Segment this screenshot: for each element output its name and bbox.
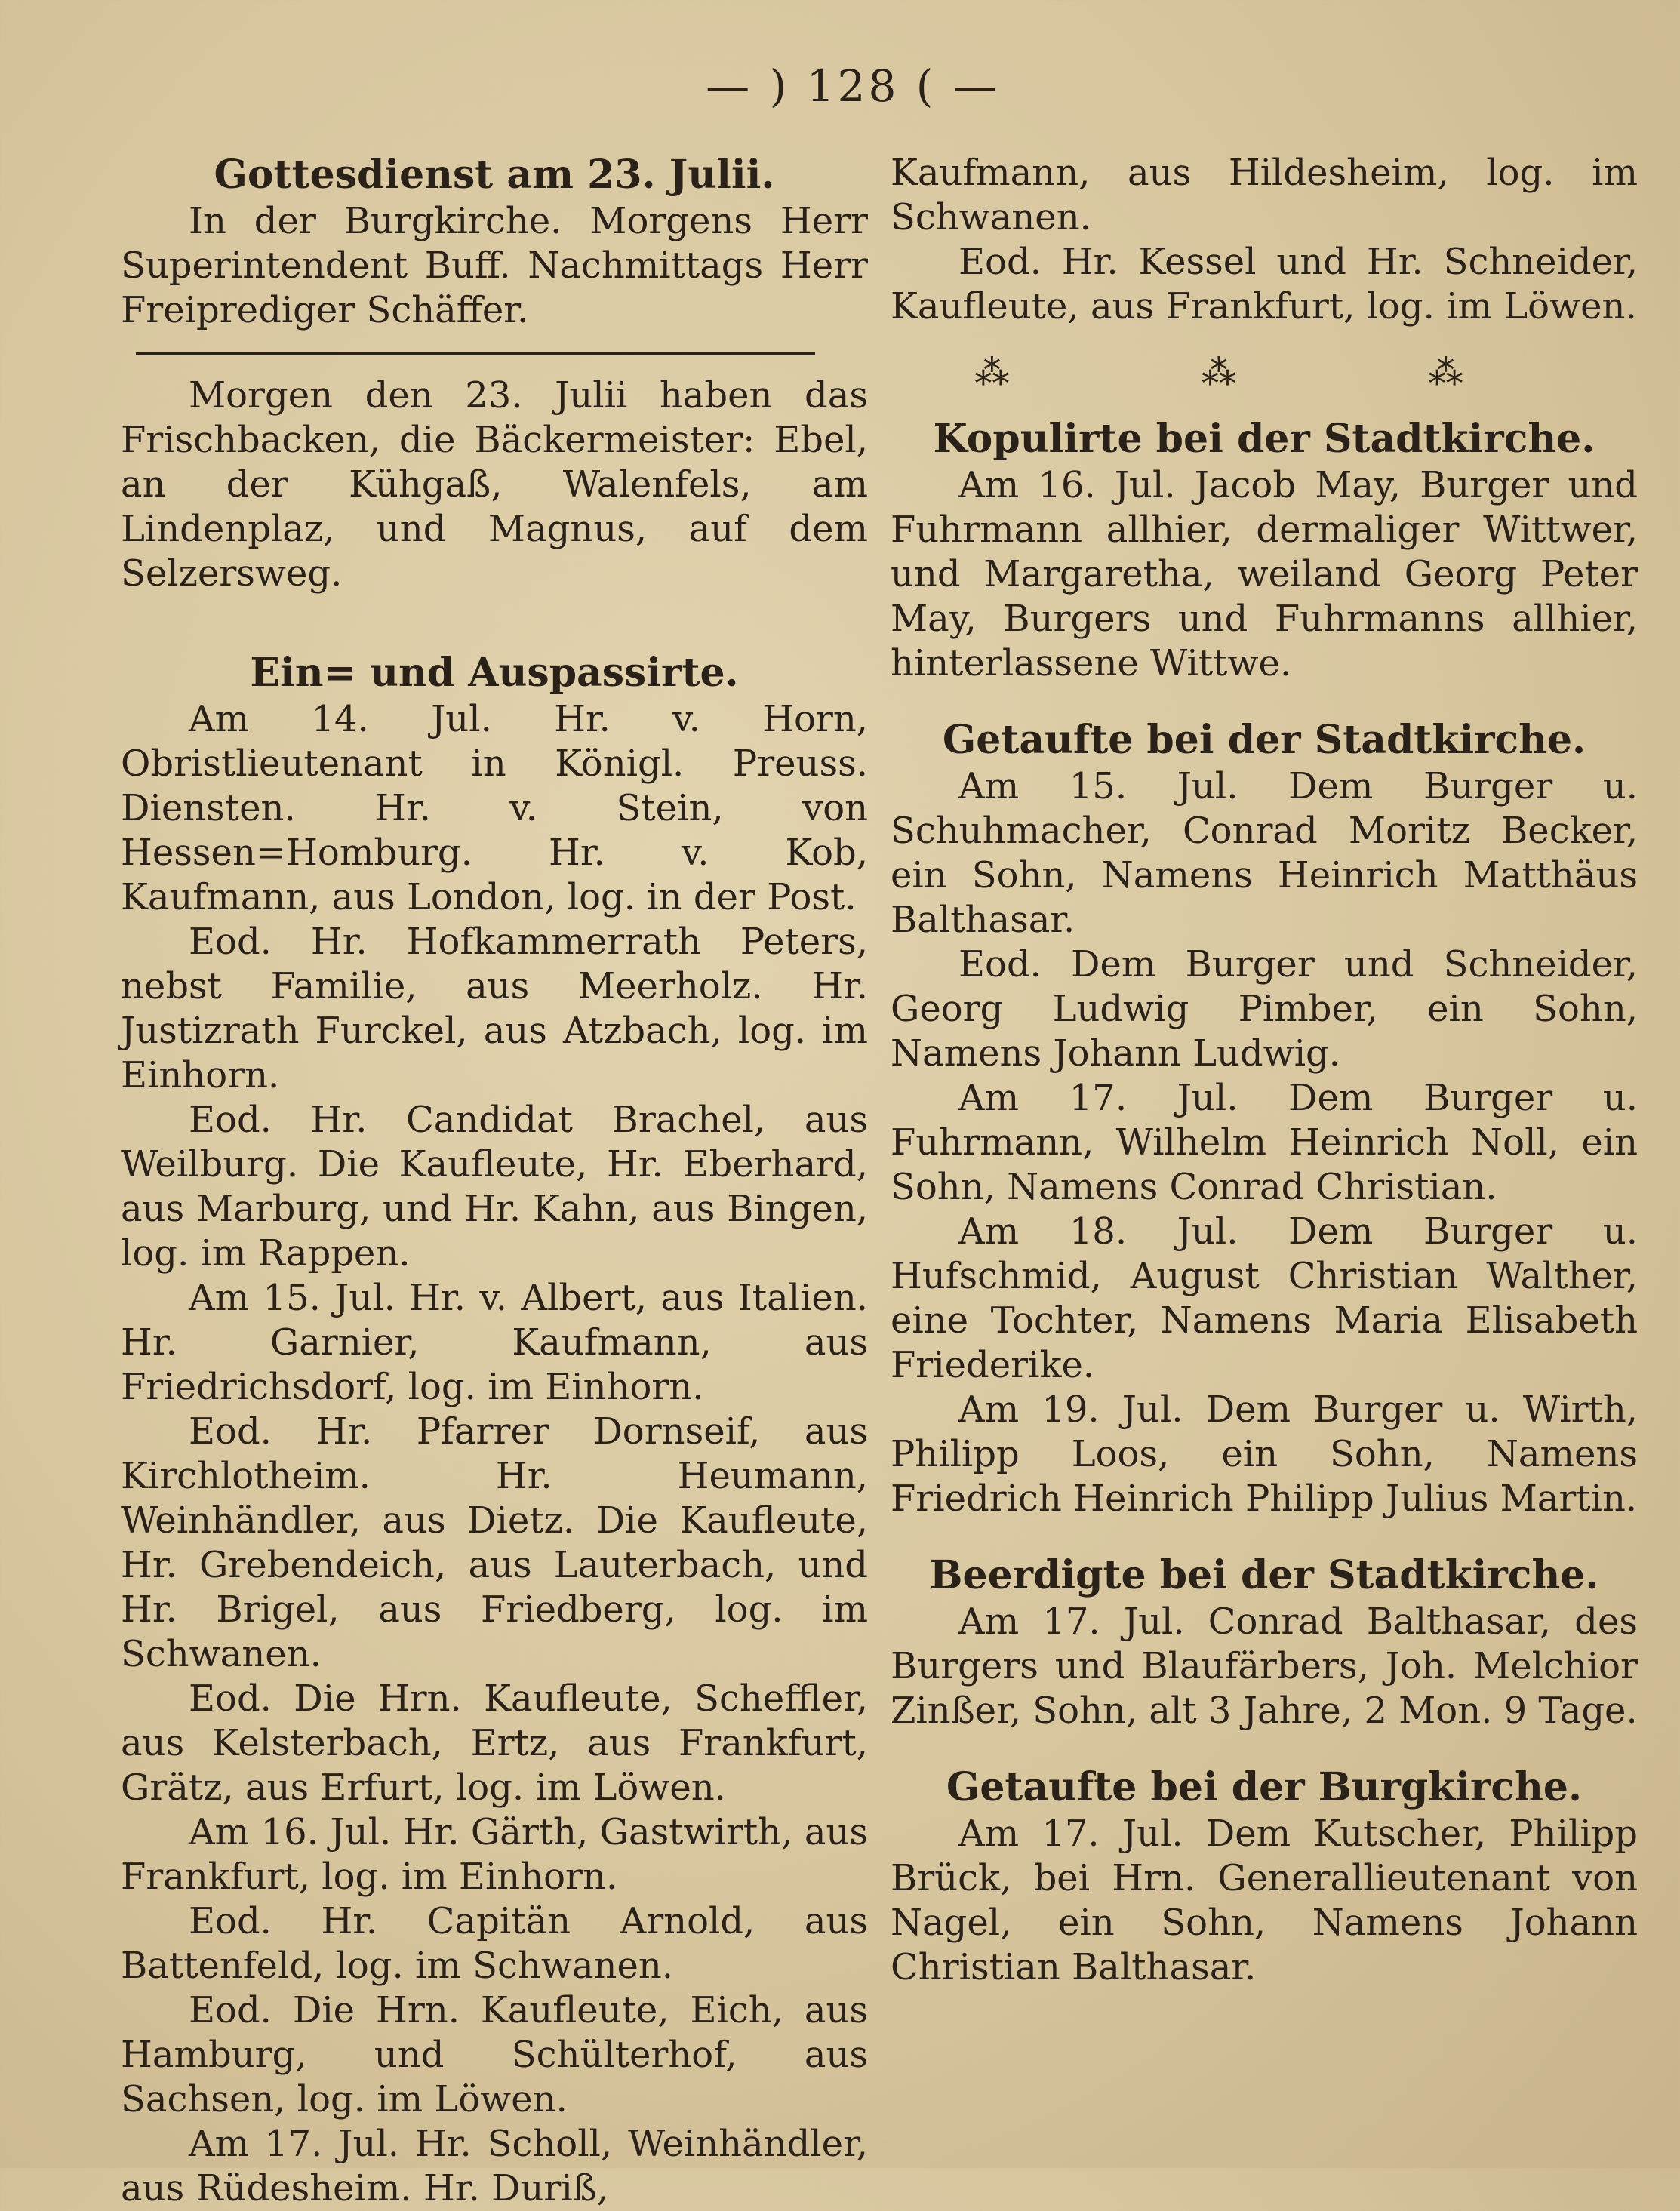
left-column — [121, 151, 868, 2211]
passirte-entry: Eod. Die Hrn. Kaufleute, Eich, aus Hamburg, und Schülterhof, aus Sachsen, log. im Löwen. — [121, 1989, 868, 2120]
passirte-entry: Eod. Hr. Candidat Brachel, aus Weilburg. Die Kaufleute, Hr. Eberhard, aus Marburg, und Hr. Kahn, aus Bingen, log. im Rappen. — [121, 1099, 868, 1275]
continuation-text: Kaufmann, aus Hildesheim, log. im Schwanen. — [891, 152, 1638, 238]
section-divider — [136, 352, 815, 355]
beerdigte-text: Am 17. Jul. Conrad Balthasar, des Burgers und Blaufärbers, Joh. Melchior Zinßer, Sohn, alt 3 Jahre, 2 Mon. 9 Tage. — [891, 1601, 1638, 1732]
passirte-entry: Eod. Hr. Capitän Arnold, aus Battenfeld, log. im Schwanen. — [121, 1900, 868, 1987]
gottesdienst-text: In der Burgkirche. Morgens Herr Superintendent Buff. Nachmittags Herr Freiprediger Schäffer. — [121, 200, 868, 331]
kopulirte-text: Am 16. Jul. Jacob May, Burger und Fuhrmann allhier, dermaliger Wittwer, und Margaretha, weiland Georg Peter May, Burgers und Fuhrmanns allhier, hinterlassene Wittwe. — [891, 464, 1638, 684]
passirte-entry: Eod. Hr. Pfarrer Dornseif, aus Kirchlotheim. Hr. Heumann, Weinhändler, aus Dietz. Die Kaufleute, Hr. Grebendeich, aus Lauterbach, und Hr. Brigel, aus Friedberg, log. im Schwanen. — [121, 1410, 868, 1675]
getaufte-burg-heading: Getaufte bei der Burgkirche. — [946, 1764, 1583, 1810]
beerdigte-heading: Beerdigte bei der Stadtkirche. — [929, 1552, 1599, 1598]
right-column — [891, 151, 1638, 1990]
getaufte-stadt-heading: Getaufte bei der Stadtkirche. — [942, 717, 1586, 763]
continuation-text-2: Eod. Hr. Kessel und Hr. Schneider, Kaufleute, aus Frankfurt, log. im Löwen. — [891, 241, 1638, 327]
page-number: — ) 128 ( — — [706, 60, 1000, 112]
passirte-entry: Am 16. Jul. Hr. Gärth, Gastwirth, aus Frankfurt, log. im Einhorn. — [121, 1811, 868, 1898]
passirte-heading: Ein= und Auspassirte. — [250, 650, 739, 696]
passirte-entry: Eod. Die Hrn. Kaufleute, Scheffler, aus Kelsterbach, Ertz, aus Frankfurt, Grätz, aus Erfurt, log. im Löwen. — [121, 1677, 868, 1809]
gottesdienst-heading: Gottesdienst am 23. Julii. — [214, 152, 775, 198]
getaufte-entry: Am 19. Jul. Dem Burger u. Wirth, Philipp Loos, ein Sohn, Namens Friedrich Heinrich Philipp Julius Martin. — [891, 1388, 1638, 1520]
passirte-entry: Am 17. Jul. Hr. Scholl, Weinhändler, aus Rüdesheim. Hr. Duriß, — [121, 2123, 868, 2209]
asterism-divider: ⁂ ⁂ ⁂ — [974, 352, 1554, 392]
getaufte-entry: Eod. Dem Burger und Schneider, Georg Ludwig Pimber, ein Sohn, Namens Johann Ludwig. — [891, 943, 1638, 1075]
getaufte-entry: Am 15. Jul. Dem Burger u. Schuhmacher, Conrad Moritz Becker, ein Sohn, Namens Heinrich Matthäus Balthasar. — [891, 765, 1638, 941]
passirte-entry: Eod. Hr. Hofkammerrath Peters, nebst Familie, aus Meerholz. Hr. Justizrath Furckel, aus Atzbach, log. im Einhorn. — [121, 921, 868, 1096]
frischbacken-text: Morgen den 23. Julii haben das Frischbacken, die Bäckermeister: Ebel, an der Kühgaß, Walenfels, am Lindenplaz, und Magnus, auf dem Selzersweg. — [121, 374, 868, 595]
kopulirte-heading: Kopulirte bei der Stadtkirche. — [933, 416, 1595, 462]
getaufte-entry: Am 18. Jul. Dem Burger u. Hufschmid, August Christian Walther, eine Tochter, Namens Maria Elisabeth Friederike. — [891, 1210, 1638, 1386]
getaufte-entry: Am 17. Jul. Dem Burger u. Fuhrmann, Wilhelm Heinrich Noll, ein Sohn, Namens Conrad Christian. — [891, 1077, 1638, 1208]
passirte-entry: Am 14. Jul. Hr. v. Horn, Obristlieutenant in Königl. Preuss. Diensten. Hr. v. Stein, von Hessen=Homburg. Hr. v. Kob, Kaufmann, aus London, log. in der Post. — [121, 698, 868, 918]
getaufte-burg-text: Am 17. Jul. Dem Kutscher, Philipp Brück, bei Hrn. Generallieutenant von Nagel, ein Sohn, Namens Johann Christian Balthasar. — [891, 1813, 1638, 1988]
passirte-entry: Am 15. Jul. Hr. v. Albert, aus Italien. Hr. Garnier, Kaufmann, aus Friedrichsdorf, log. im Einhorn. — [121, 1277, 868, 1408]
